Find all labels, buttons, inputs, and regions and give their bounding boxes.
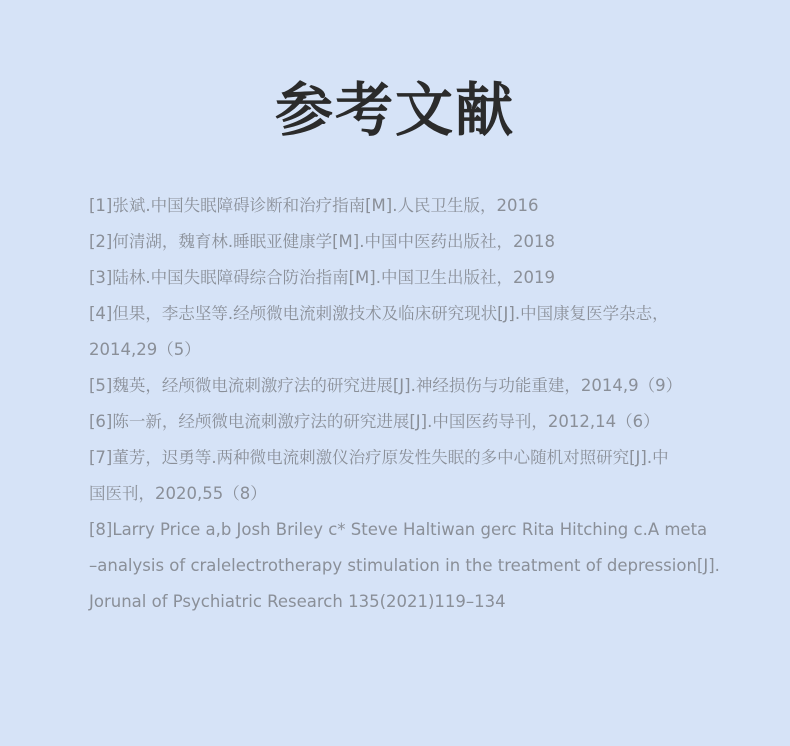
reference-line: [7]董芳，迟勇等.两种微电流刺激仪治疗原发性失眠的多中心随机对照研究[J].中 bbox=[89, 448, 669, 467]
reference-line: [8]Larry Price a,b Josh Briley c* Steve Haltiwan gerc Rita Hitching c.A meta bbox=[89, 520, 708, 539]
reference-line: –analysis of cralelectrotherapy stimulation in the treatment of depression[J]. bbox=[89, 556, 720, 575]
reference-list bbox=[89, 188, 739, 620]
reference-line: [2]何清湖，魏育林.睡眠亚健康学[M].中国中医药出版社，2018 bbox=[89, 232, 555, 251]
page-title: 参考文献 bbox=[274, 76, 515, 144]
reference-line: [6]陈一新，经颅微电流刺激疗法的研究进展[J].中国医药导刊，2012,14（6） bbox=[89, 412, 660, 431]
reference-line: [1]张斌.中国失眠障碍诊断和治疗指南[M].人民卫生版，2016 bbox=[89, 196, 539, 215]
reference-line: 国医刊，2020,55（8） bbox=[89, 484, 267, 503]
reference-line: [4]但果，李志坚等.经颅微电流刺激技术及临床研究现状[J].中国康复医学杂志， bbox=[89, 304, 669, 323]
reference-line: Jorunal of Psychiatric Research 135(2021)119–134 bbox=[89, 592, 506, 611]
reference-line: [5]魏英，经颅微电流刺激疗法的研究进展[J].神经损伤与功能重建，2014,9（9） bbox=[89, 376, 683, 395]
reference-line: [3]陆林.中国失眠障碍综合防治指南[M].中国卫生出版社，2019 bbox=[89, 268, 555, 287]
reference-line: 2014,29（5） bbox=[89, 340, 201, 359]
